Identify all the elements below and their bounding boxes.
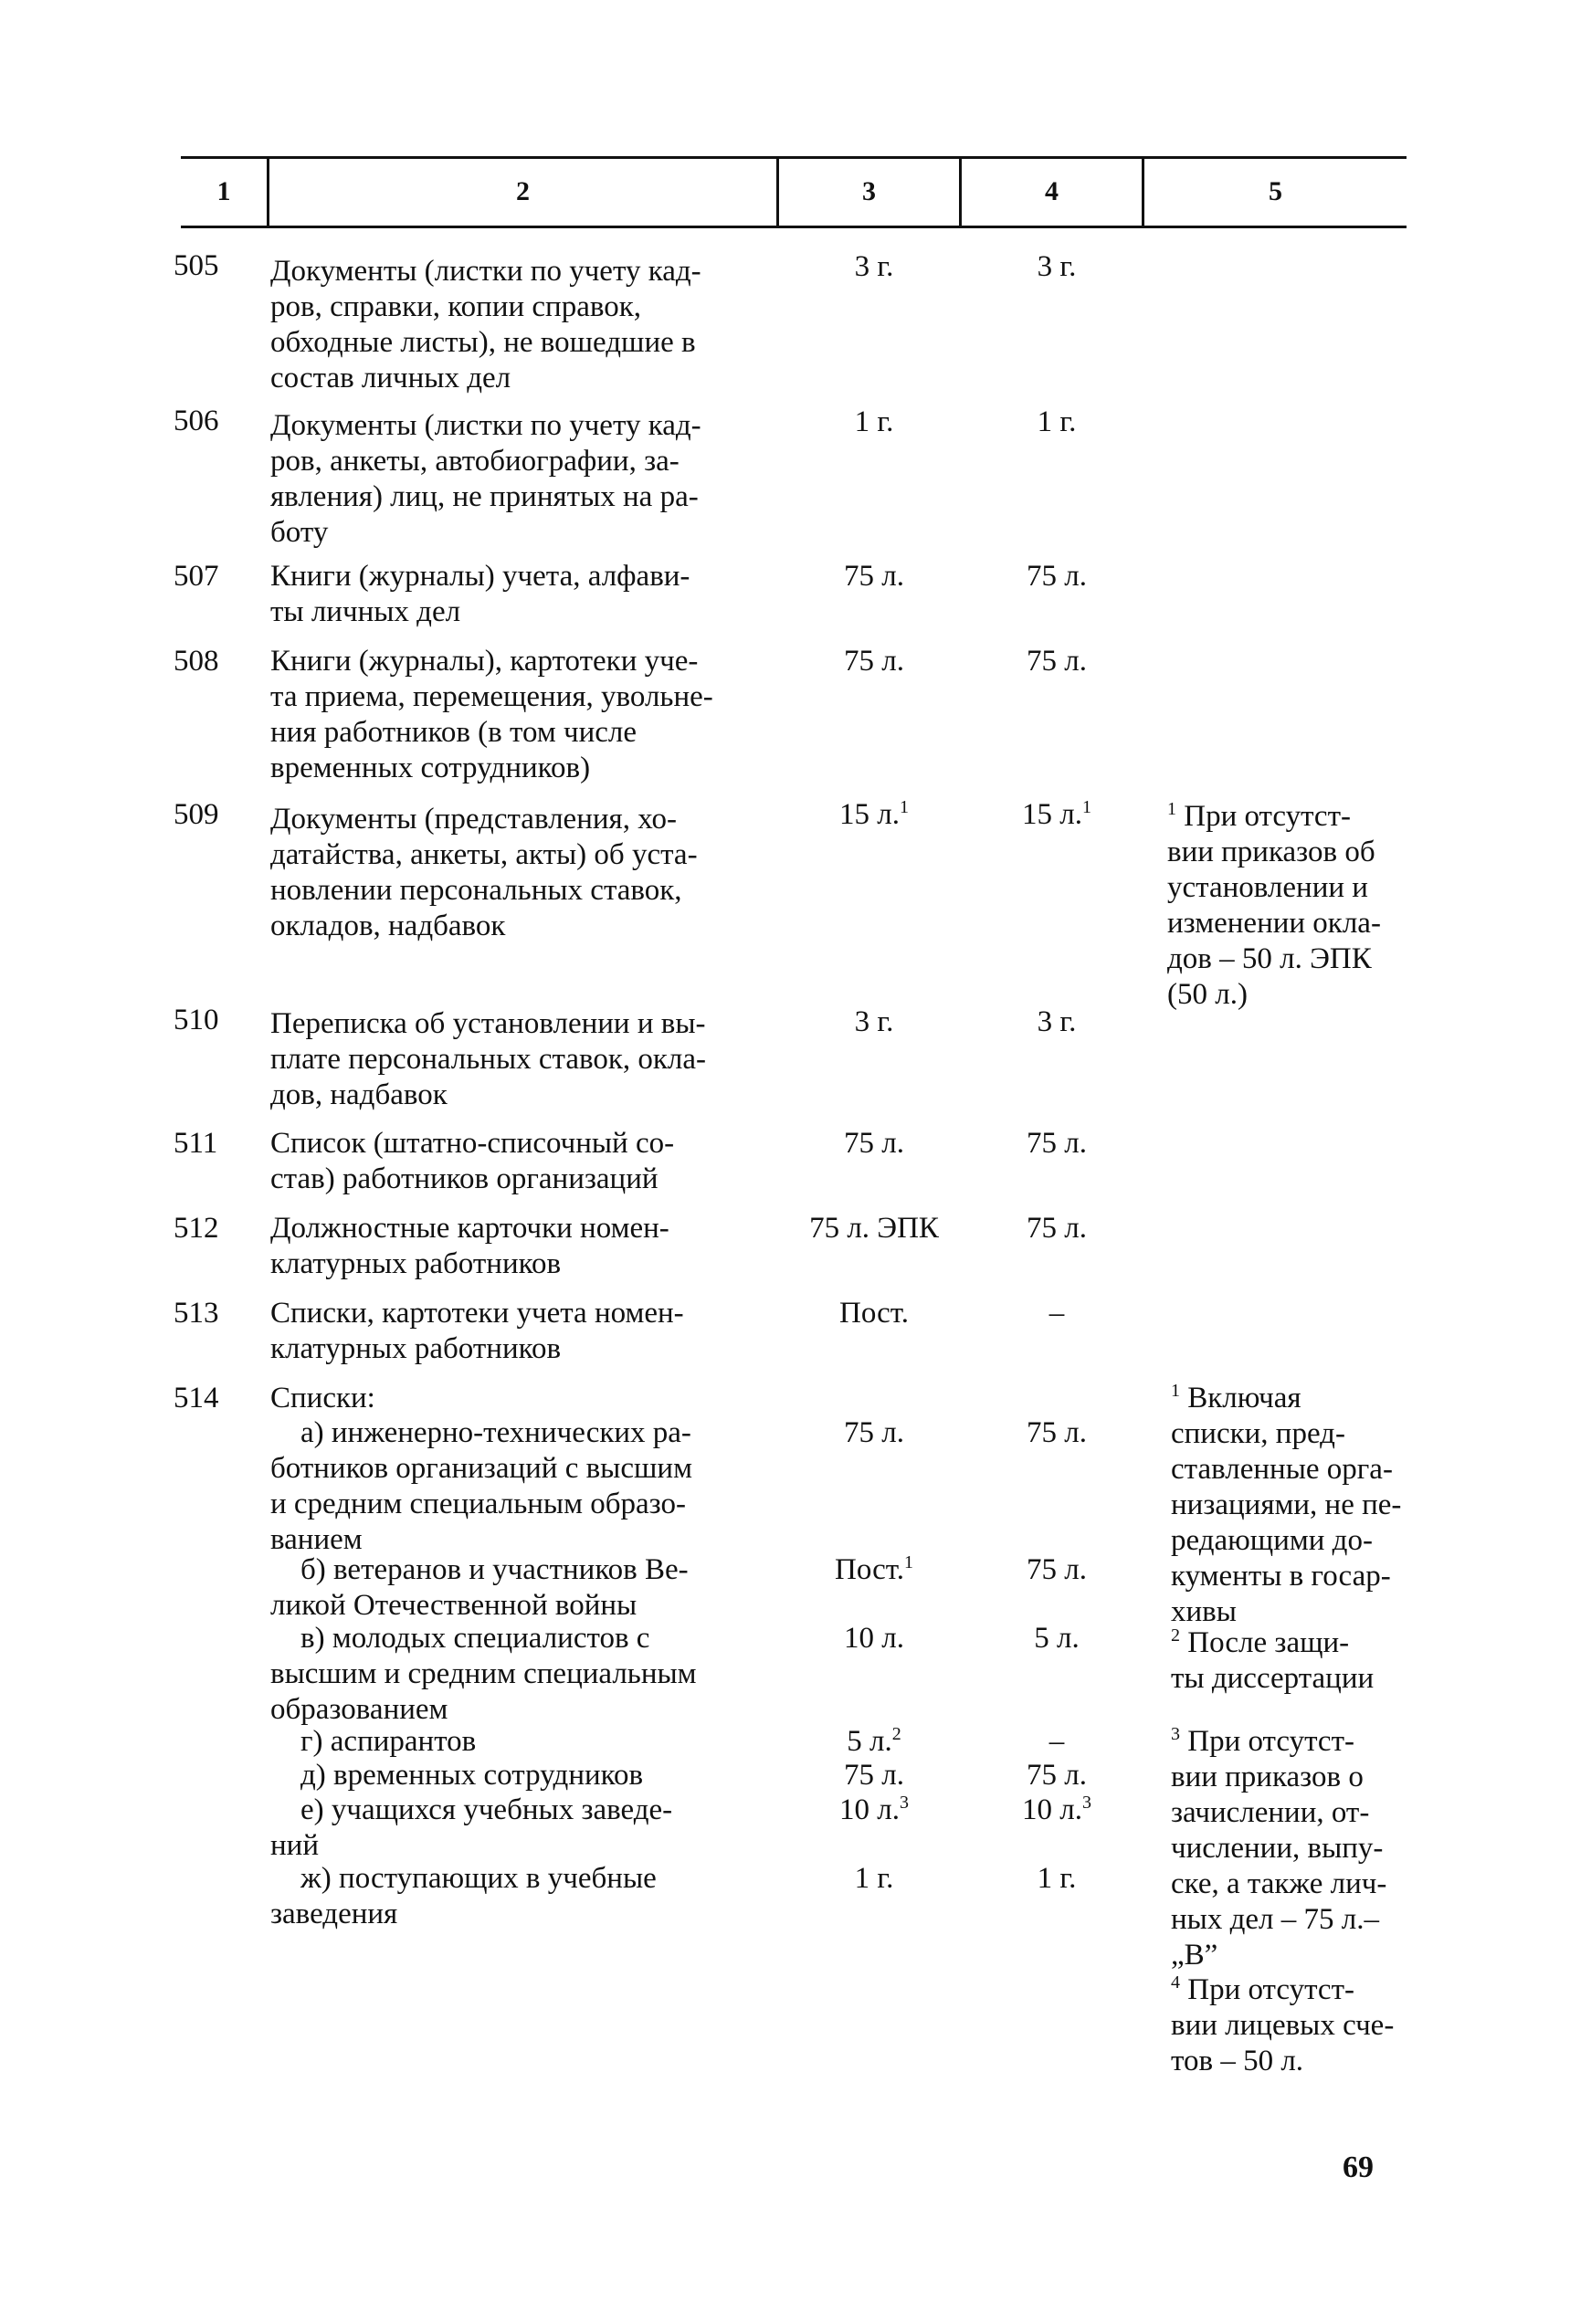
- footnote-text: При отсутст- вии лицевых сче- тов – 50 л.: [1171, 1973, 1395, 2077]
- footnote-note: [1171, 1724, 1386, 1973]
- row-number: 513: [174, 1297, 219, 1330]
- footnote-note: [1171, 1381, 1401, 1630]
- footnote-mark: 3: [1081, 1793, 1091, 1813]
- term-col-3: 1 г.: [854, 1862, 894, 1895]
- footnote-note: [1171, 1625, 1374, 1697]
- term-col-3: [787, 797, 961, 833]
- term-col-3: Пост.: [839, 1297, 909, 1330]
- term-col-3: 75 л.: [844, 1127, 904, 1160]
- term-col-4: 1 г.: [1037, 1862, 1077, 1895]
- row-number: 508: [174, 645, 219, 678]
- row-number: 514: [174, 1382, 219, 1414]
- subitem-description: в) молодых специалистов с высшим и средним специальным образованием: [270, 1622, 697, 1726]
- row-number: 507: [174, 560, 219, 593]
- header-col-5: 5: [1269, 176, 1282, 206]
- footnote-note: [1167, 799, 1381, 1013]
- term-col-4: 3 г.: [1037, 1005, 1077, 1038]
- term-col-3: 75 л.: [844, 645, 904, 678]
- row-number: 509: [174, 798, 219, 831]
- row-description: Документы (листки по учету кад- ров, справки, копии справок, обходные листы), не вошедшие в состав личных дел: [270, 255, 701, 394]
- term-col-3: 10 л.: [844, 1622, 904, 1655]
- footnote-mark: 1: [1167, 799, 1176, 819]
- footnote-mark: 1: [1171, 1381, 1180, 1401]
- row-number: 510: [174, 1004, 219, 1036]
- term-col-3: 75 л. ЭПК: [809, 1212, 939, 1245]
- subitem-description: ж) поступающих в учебные заведения: [270, 1862, 657, 1930]
- subitem-description: г) аспирантов: [270, 1725, 477, 1758]
- footnote-mark: 3: [1171, 1724, 1180, 1744]
- term-col-4: 75 л.: [1027, 560, 1087, 593]
- term-col-3: 3 г.: [854, 250, 894, 283]
- row-description: Должностные карточки номен- клатурных работников: [270, 1212, 669, 1280]
- footnote-mark: 2: [891, 1724, 901, 1744]
- subitem-description: а) инженерно-технических ра- ботников организаций с высшим и средним специальным образо- ванием: [270, 1416, 692, 1556]
- row-description: Списки, картотеки учета номен- клатурных работников: [270, 1297, 684, 1365]
- term-col-3: [787, 1552, 961, 1588]
- subitem-description: е) учащихся учебных заведе- ний: [270, 1793, 673, 1862]
- table-top-rule: [181, 156, 1407, 159]
- footnote-mark: 1: [899, 797, 909, 817]
- footnote-text: После защи- ты диссертации: [1171, 1626, 1375, 1695]
- term-value: 15 л.: [1022, 798, 1082, 831]
- term-value: 15 л.: [839, 798, 900, 831]
- term-col-4: 75 л.: [1027, 1127, 1087, 1160]
- header-col-3: 3: [862, 176, 876, 206]
- term-value: Пост.: [835, 1553, 904, 1586]
- table-header-rule: [181, 226, 1407, 228]
- row-description: Документы (представления, хо- датайства, анкеты, акты) об уста- новлении персональных ставок, окладов, надбавок: [270, 803, 698, 942]
- term-col-4: 3 г.: [1037, 250, 1077, 283]
- term-col-4: 75 л.: [1027, 645, 1087, 678]
- footnote-text: Включая списки, пред- ставленные орга- низациями, не пе- редающими до- кументы в госар- хивы: [1171, 1382, 1402, 1628]
- term-col-4: –: [1048, 1725, 1065, 1758]
- term-col-3: 75 л.: [844, 1759, 904, 1792]
- footnote-mark: 1: [1081, 797, 1091, 817]
- subitem-description: б) ветеранов и участников Ве- ликой Отечественной войны: [270, 1553, 689, 1622]
- row-number: 511: [174, 1127, 218, 1160]
- footnote-mark: 4: [1171, 1972, 1180, 1993]
- term-col-4: [970, 797, 1143, 833]
- footnote-note: [1171, 1972, 1394, 2079]
- row-description: Переписка об установлении и вы- плате персональных ставок, окла- дов, надбавок: [270, 1007, 707, 1111]
- row-description: Книги (журналы) учета, алфави- ты личных дел: [270, 560, 690, 628]
- footnote-mark: 3: [899, 1793, 909, 1813]
- term-col-4: 75 л.: [1027, 1212, 1087, 1245]
- row-description: Список (штатно-списочный со- став) работников организаций: [270, 1127, 675, 1195]
- row-number: 512: [174, 1212, 219, 1245]
- term-col-4: 5 л.: [1034, 1622, 1080, 1655]
- footnote-text: При отсутст- вии приказов об установлении и изменении окла- дов – 50 л. ЭПК (50 л.): [1167, 800, 1381, 1011]
- term-col-3: 3 г.: [854, 1005, 894, 1038]
- term-value: 5 л.: [847, 1725, 892, 1758]
- row-description: Документы (листки по учету кад- ров, анкеты, автобиографии, за- явления) лиц, не принятых на ра- боту: [270, 409, 701, 549]
- header-col-1: 1: [216, 176, 231, 206]
- term-value: 10 л.: [839, 1793, 900, 1826]
- row-description: Книги (журналы), картотеки уче- та приема, перемещения, увольне- ния работников (в том числе временных сотрудников): [270, 645, 713, 784]
- header-col-4: 4: [1045, 176, 1059, 206]
- header-col-2: 2: [516, 176, 530, 206]
- term-col-4: 1 г.: [1037, 405, 1077, 438]
- footnote-mark: 2: [1171, 1625, 1180, 1646]
- term-col-3: [787, 1724, 961, 1760]
- term-col-4: 75 л.: [1027, 1553, 1087, 1586]
- term-col-3: 75 л.: [844, 1416, 904, 1449]
- subitem-description: д) временных сотрудников: [270, 1759, 644, 1792]
- term-col-4: 75 л.: [1027, 1759, 1087, 1792]
- term-col-4: 75 л.: [1027, 1416, 1087, 1449]
- term-col-3: 75 л.: [844, 560, 904, 593]
- row-number: 506: [174, 405, 219, 437]
- footnote-mark: 1: [904, 1552, 913, 1572]
- footnote-text: При отсутст- вии приказов о зачислении, от- числении, выпу- ске, а также лич- ных дел – 75 л.– „В”: [1171, 1725, 1387, 1972]
- row-description: Списки:: [270, 1382, 375, 1414]
- page-number: 69: [1343, 2150, 1374, 2184]
- term-col-3: 1 г.: [854, 405, 894, 438]
- term-value: 10 л.: [1022, 1793, 1082, 1826]
- row-number: 505: [174, 249, 219, 282]
- term-col-4: [970, 1793, 1143, 1828]
- term-col-3: [787, 1793, 961, 1828]
- term-col-4: –: [1048, 1297, 1065, 1330]
